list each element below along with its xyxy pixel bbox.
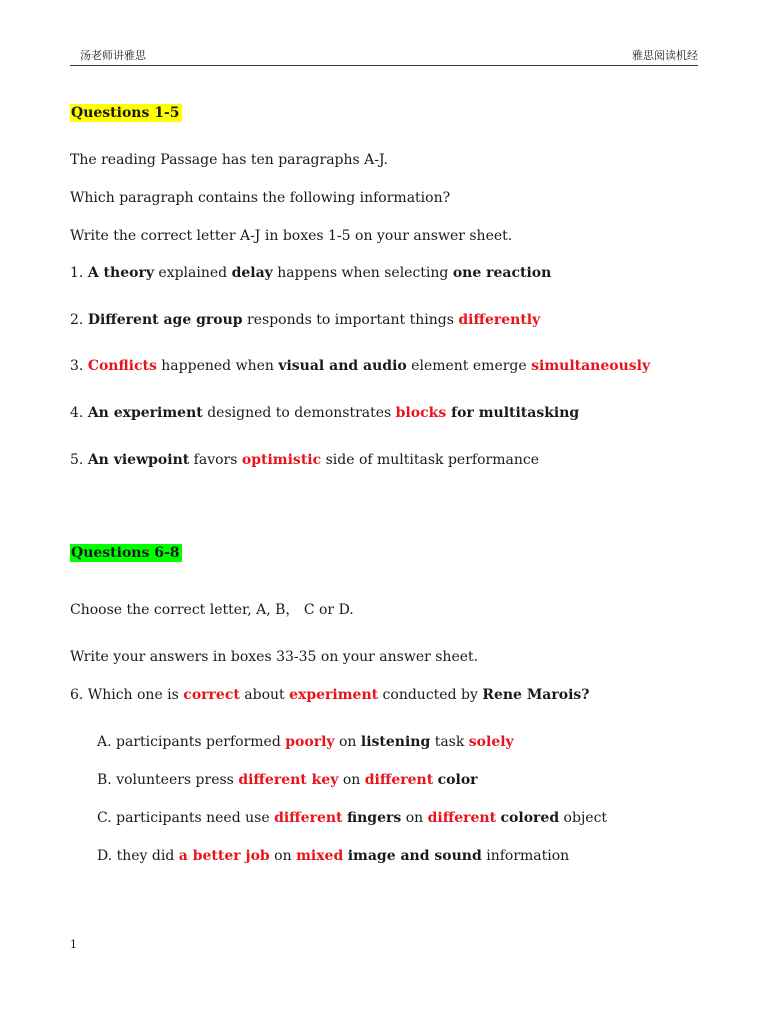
optC-a: different bbox=[274, 810, 343, 826]
q1-e: one reaction bbox=[452, 265, 552, 281]
option-b bbox=[97, 771, 478, 789]
page-header bbox=[70, 49, 698, 66]
q5-d: side of multitask performance bbox=[321, 452, 539, 468]
q1-d: happens when selecting bbox=[272, 265, 453, 281]
q1-c: delay bbox=[231, 265, 273, 281]
q3-c: visual and audio bbox=[278, 358, 407, 374]
header-right-text: 雅思阅读机经 bbox=[632, 49, 698, 62]
q3-d: element emerge bbox=[406, 358, 532, 374]
q6-num: 6. Which one is bbox=[70, 687, 184, 703]
option-c bbox=[97, 809, 607, 827]
q4-num: 4. bbox=[70, 405, 88, 421]
optD-c: mixed bbox=[296, 848, 344, 864]
q3-e: simultaneously bbox=[531, 358, 651, 374]
q1-b: explained bbox=[153, 265, 232, 281]
section2-heading-line bbox=[70, 544, 182, 562]
section1-intro-3: Write the correct letter A-J in boxes 1-5 on your answer sheet. bbox=[70, 228, 513, 244]
section1-heading-line bbox=[70, 104, 182, 122]
optC-h: object bbox=[559, 810, 608, 826]
optD-b: on bbox=[269, 848, 297, 864]
optB-c: different bbox=[364, 772, 434, 788]
optA-d: task bbox=[430, 734, 469, 750]
q2-b: responds to important things bbox=[242, 312, 459, 328]
question-3 bbox=[70, 357, 650, 375]
q5-c: optimistic bbox=[241, 452, 322, 468]
optA-e: solely bbox=[468, 734, 514, 750]
optB-a: different key bbox=[238, 772, 339, 788]
question-6 bbox=[70, 686, 590, 704]
question-4 bbox=[70, 404, 579, 422]
page-number: 1 bbox=[70, 938, 77, 951]
section2-intro-2: Write your answers in boxes 33-35 on your answer sheet. bbox=[70, 649, 479, 665]
section2-intro-1: Choose the correct letter, A, B， C or D. bbox=[70, 602, 354, 618]
q3-num: 3. bbox=[70, 358, 88, 374]
optA-c: listening bbox=[360, 734, 431, 750]
optD-prefix: D. they did bbox=[97, 848, 179, 864]
header-left-text: 汤老师讲雅思 bbox=[80, 49, 146, 62]
q6-a: correct bbox=[183, 687, 240, 703]
optC-g: colored bbox=[500, 810, 560, 826]
optD-e: image and sound bbox=[347, 848, 482, 864]
q4-b: designed to demonstrates bbox=[202, 405, 396, 421]
q6-e: Rene Marois? bbox=[482, 687, 590, 703]
optA-prefix: A. participants performed bbox=[97, 734, 286, 750]
q2-a: Different age group bbox=[87, 312, 243, 328]
section1-intro-1: The reading Passage has ten paragraphs A-J. bbox=[70, 152, 388, 168]
optB-b: on bbox=[338, 772, 365, 788]
optC-d: on bbox=[401, 810, 428, 826]
optB-e: color bbox=[437, 772, 478, 788]
question-2 bbox=[70, 311, 540, 329]
q6-c: experiment bbox=[289, 687, 379, 703]
q4-d: for multitasking bbox=[446, 405, 580, 421]
optC-prefix: C. participants need use bbox=[97, 810, 275, 826]
section2-heading: Questions 6-8 bbox=[71, 545, 180, 561]
optB-prefix: B. volunteers press bbox=[97, 772, 239, 788]
q3-a: Conflicts bbox=[87, 358, 157, 374]
q6-b: about bbox=[239, 687, 290, 703]
optC-c: fingers bbox=[346, 810, 402, 826]
option-d bbox=[97, 847, 569, 865]
q2-c: differently bbox=[458, 312, 541, 328]
q1-a: A theory bbox=[87, 265, 154, 281]
q4-a: An experiment bbox=[87, 405, 203, 421]
optD-a: a better job bbox=[178, 848, 270, 864]
q5-a: An viewpoint bbox=[87, 452, 190, 468]
question-5 bbox=[70, 451, 539, 469]
optD-f: information bbox=[481, 848, 570, 864]
optA-b: on bbox=[334, 734, 361, 750]
section1-heading: Questions 1-5 bbox=[71, 105, 180, 121]
q2-num: 2. bbox=[70, 312, 88, 328]
q4-c: blocks bbox=[395, 405, 447, 421]
q6-d: conducted by bbox=[378, 687, 483, 703]
q5-num: 5. bbox=[70, 452, 88, 468]
optC-e: different bbox=[427, 810, 497, 826]
question-1 bbox=[70, 264, 551, 282]
q1-num: 1. bbox=[70, 265, 88, 281]
section1-intro-2: Which paragraph contains the following information? bbox=[70, 190, 451, 206]
option-a bbox=[97, 733, 514, 751]
q3-b: happened when bbox=[156, 358, 279, 374]
q5-b: favors bbox=[189, 452, 242, 468]
optA-a: poorly bbox=[285, 734, 335, 750]
